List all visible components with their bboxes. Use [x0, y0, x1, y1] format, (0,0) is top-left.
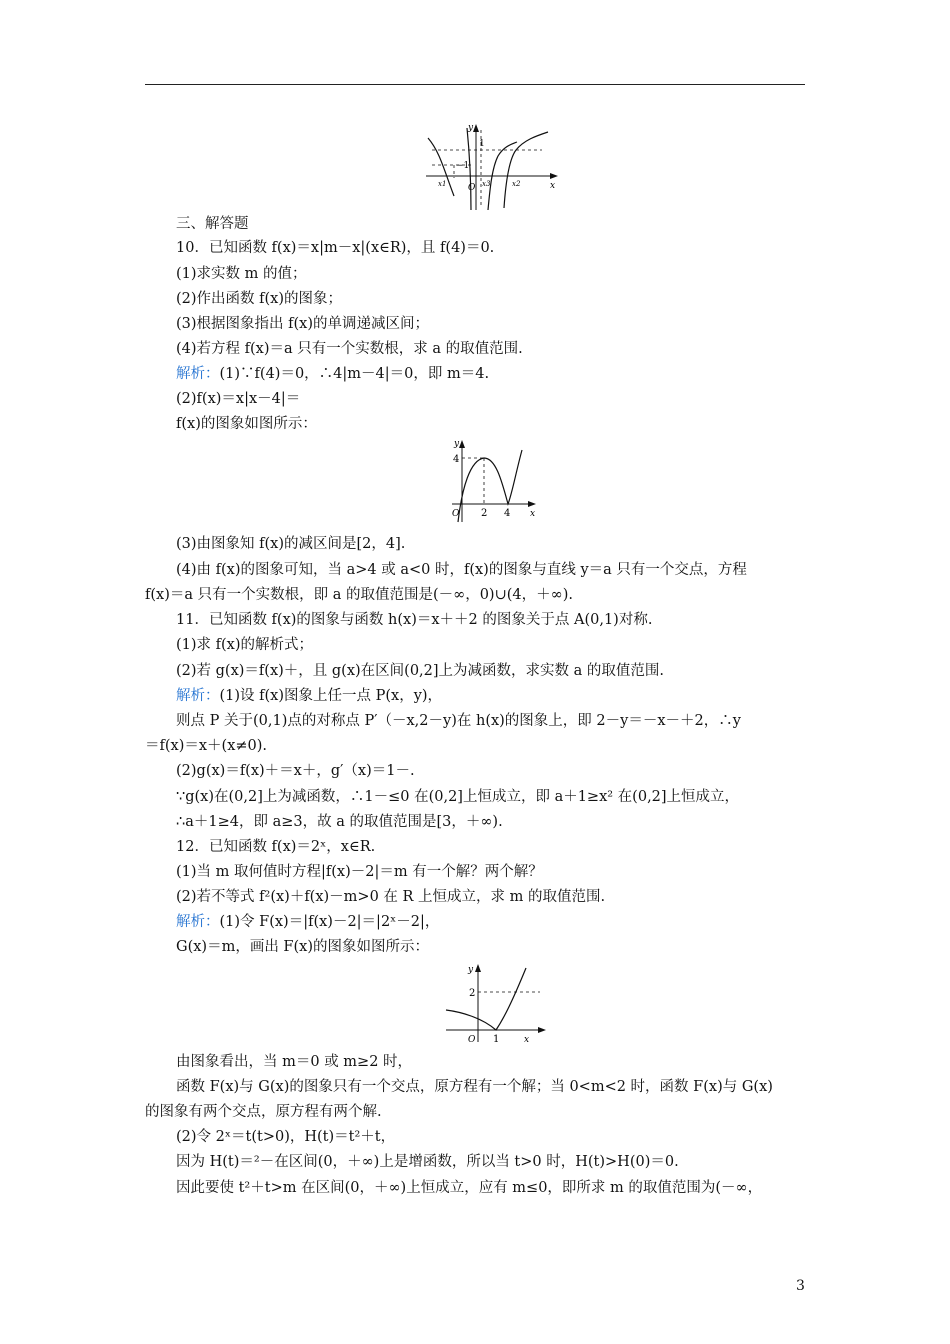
problem-10-part-1: (1)求实数 m 的值； [176, 266, 307, 282]
fig3-one-label: 1 [493, 1034, 500, 1044]
fig3-two-label: 2 [469, 988, 476, 999]
fig2-four-x-label: 4 [504, 508, 511, 519]
fig2-x-label: x [530, 509, 536, 519]
problem-10-solution-1: 解析：(1)∵f(4)＝0，∴4|m－4|＝0，即 m＝4. [176, 366, 490, 382]
section-heading: 三、解答题 [176, 216, 249, 232]
header-rule [145, 84, 805, 85]
problem-11-solution-2b: ∵g(x)在(0,2]上为减函数，∴1－≤0 在(0,2]上恒成立，即 a＋1≥x² 在(0,2]上恒成立， [176, 789, 740, 805]
problem-12-solution-1d: 函数 F(x)与 G(x)的图象只有一个交点，原方程有一个解；当 0<m<2 时，函数 F(x)与 G(x) [176, 1079, 773, 1095]
page-number: 3 [796, 1278, 805, 1294]
problem-11-solution-2: (2)g(x)＝f(x)＋＝x＋，g′（x)＝1－. [176, 763, 415, 779]
fig1-x-label: x [550, 181, 556, 191]
problem-10-solution-4b: f(x)＝a 只有一个实数根，即 a 的取值范围是(－∞，0)∪(4，＋∞). [145, 587, 573, 603]
fig1-y-label: y [468, 123, 474, 133]
problem-10-solution-4a: (4)由 f(x)的图象可知，当 a>4 或 a<0 时，f(x)的图象与直线 y＝a 只有一个交点，方程 [176, 562, 747, 578]
fig2-four-y-label: 4 [453, 454, 460, 465]
problem-11-part-1: (1)求 f(x)的解析式； [176, 637, 314, 653]
problem-12-solution-1: 解析：(1)令 F(x)＝|f(x)－2|＝|2ˣ－2|， [176, 914, 440, 930]
problem-12-solution-1e: 的图象有两个交点，原方程有两个解. [145, 1104, 382, 1120]
fig1-x2-label: x2 [512, 180, 521, 188]
problem-12-solution-2: (2)令 2ˣ＝t(t>0)，H(t)＝t²＋t， [176, 1129, 396, 1145]
problem-10-solution-2: (2)f(x)＝x|x－4|＝ [176, 391, 301, 407]
fig1-origin-label: O [468, 183, 476, 193]
problem-11-solution-2c: ∴a＋1≥4，即 a≥3，故 a 的取值范围是[3，＋∞). [176, 814, 503, 830]
figure-2-graph [446, 438, 538, 524]
fig1-one-label: 1 [479, 139, 485, 149]
problem-10-part-2: (2)作出函数 f(x)的图象； [176, 291, 343, 307]
problem-12-solution-1b: G(x)＝m，画出 F(x)的图象如图所示： [176, 939, 429, 955]
problem-11-part-2: (2)若 g(x)＝f(x)＋，且 g(x)在区间(0,2]上为减函数，求实数 a 的取值范围. [176, 663, 665, 679]
figure-1-graph [424, 118, 560, 214]
fig1-x1-label: x1 [438, 180, 447, 188]
problem-12-part-2: (2)若不等式 f²(x)＋f(x)－m>0 在 R 上恒成立，求 m 的取值范围. [176, 889, 606, 905]
fig3-x-label: x [524, 1035, 530, 1044]
fig3-origin-label: O [468, 1035, 476, 1044]
solution-label: 解析： [176, 688, 220, 704]
fig2-two-label: 2 [481, 508, 488, 519]
problem-10-statement: 10．已知函数 f(x)＝x|m－x|(x∈R)，且 f(4)＝0. [176, 240, 495, 256]
problem-11-solution-1: 解析：(1)设 f(x)图象上任一点 P(x，y)， [176, 688, 443, 704]
figure-3-graph [442, 962, 550, 1044]
fig2-y-label: y [454, 439, 460, 449]
problem-12-part-1: (1)当 m 取何值时方程|f(x)－2|＝m 有一个解？两个解？ [176, 864, 543, 880]
problem-10-part-3: (3)根据图象指出 f(x)的单调递减区间； [176, 316, 430, 332]
solution-label: 解析： [176, 366, 220, 382]
problem-11-solution-1c: ＝f(x)＝x＋(x≠0). [145, 738, 268, 754]
problem-12-solution-1c: 由图象看出，当 m＝0 或 m≥2 时， [176, 1054, 413, 1070]
problem-11-statement: 11．已知函数 f(x)的图象与函数 h(x)＝x＋＋2 的图象关于点 A(0,1)对称. [176, 612, 653, 628]
solution-label: 解析： [176, 914, 220, 930]
problem-12-solution-2b: 因为 H(t)＝²－在区间(0，＋∞)上是增函数，所以当 t>0 时，H(t)>H(0)＝0. [176, 1154, 679, 1170]
fig2-origin-label: O [452, 509, 460, 519]
problem-10-solution-3: (3)由图象知 f(x)的减区间是[2，4]. [176, 536, 406, 552]
fig1-x3-label: x3 [482, 180, 491, 188]
fig3-y-label: y [468, 965, 474, 975]
problem-11-solution-1b: 则点 P 关于(0,1)点的对称点 P′（－x,2－y)在 h(x)的图象上，即 2－y＝－x－＋2，∴y [176, 713, 741, 729]
problem-12-solution-2c: 因此要使 t²＋t>m 在区间(0，＋∞)上恒成立，应有 m≤0，即所求 m 的取值范围为(－∞， [176, 1180, 763, 1196]
problem-12-statement: 12．已知函数 f(x)＝2ˣ，x∈R. [176, 839, 376, 855]
problem-10-part-4: (4)若方程 f(x)＝a 只有一个实数根，求 a 的取值范围. [176, 341, 523, 357]
problem-10-solution-graph-intro: f(x)的图象如图所示： [176, 416, 317, 432]
fig1-neg-one-label: −1 [456, 161, 470, 171]
